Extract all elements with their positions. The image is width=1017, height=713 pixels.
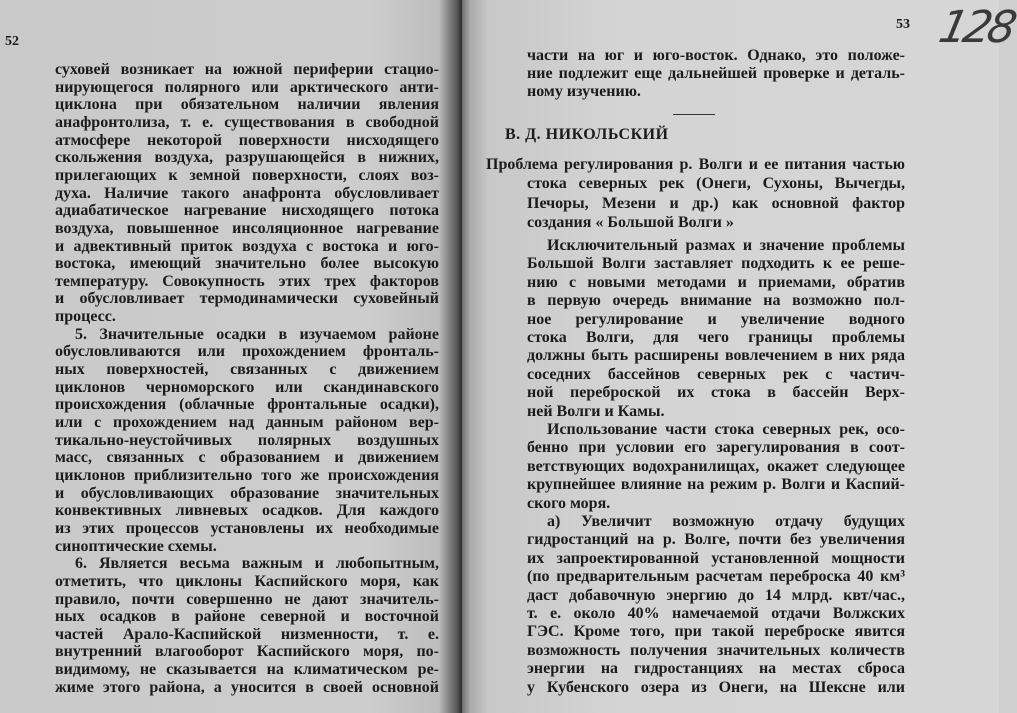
text-line: происхождения (облачные фронтальные осадки), bbox=[55, 396, 439, 414]
text-line: ней Волги и Камы. bbox=[527, 402, 665, 420]
text-line: Исключительный размах и значение проблемы bbox=[547, 237, 905, 254]
text-line: циклонов черноморского или скандинавского bbox=[55, 378, 439, 396]
left-page bbox=[0, 0, 462, 713]
text-line: 6. Является весьма важным и любопытным, bbox=[75, 555, 439, 573]
title-line: стока северных рек (Онеги, Сухоны, Вычегды, bbox=[527, 175, 905, 193]
text-line: и обусловливающих образование значительных bbox=[55, 484, 439, 502]
text-line: внутренний влагооборот Каспийского моря, по- bbox=[55, 643, 439, 661]
text-line: жиме этого района, а уносится в своей основной bbox=[55, 678, 439, 696]
text-line: циклонов приблизительно того же происхождения bbox=[55, 466, 439, 484]
text-line: Использование части стока северных рек, осо- bbox=[547, 421, 905, 438]
text-line: нирующегося полярного или арктического анти- bbox=[55, 78, 439, 96]
text-line: процесс. bbox=[55, 308, 116, 326]
text-line: конвективных ливневых осадков. Для каждого bbox=[55, 502, 439, 520]
text-line: бенно при условии его зарегулирования в соот- bbox=[527, 439, 905, 457]
page-number-right: 53 bbox=[896, 17, 910, 32]
section-divider bbox=[673, 114, 715, 115]
title-line: Печоры, Мезени и др.) как основной фактор bbox=[527, 194, 905, 212]
text-line: должны быть расширены вовлечением в них ряда bbox=[527, 347, 905, 365]
text-line: соседних бассейнов северных рек с частич- bbox=[527, 365, 905, 383]
text-line: ние подлежит еще дальнейшей проверке и деталь- bbox=[527, 65, 905, 82]
text-line: циклона при обязательном наличии явления bbox=[55, 96, 439, 114]
text-line: востока, имеющий значительно более высокую bbox=[55, 255, 439, 273]
text-line: Большой Волги заставляет подходить к ее реше- bbox=[527, 255, 905, 273]
text-line: видимому, не сказывается на климатическом ре- bbox=[55, 661, 439, 679]
text-line: стока Волги, для чего границы проблемы bbox=[527, 329, 905, 346]
title-line: Проблема регулирования р. Волги и ее питания частью bbox=[486, 156, 905, 173]
text-line: тикально-неустойчивых полярных воздушных bbox=[55, 431, 439, 449]
text-line: даст добавочную энергию до 14 млрд. квт/час., bbox=[527, 586, 905, 604]
text-line: энергии на гидростанциях на местах сброса bbox=[527, 660, 905, 678]
text-line: из этих процессов установлены их необходимые bbox=[55, 519, 439, 537]
text-line: ского моря. bbox=[527, 494, 611, 512]
text-line: температуру. Совокупность этих трех факторов bbox=[55, 272, 439, 290]
text-line: адиабатическое нагревание нисходящего потока bbox=[55, 202, 439, 220]
text-line: гидростанций на р. Волге, почти без увеличения bbox=[527, 531, 905, 549]
text-line: анафронтолиза, т. е. существования в свободной bbox=[55, 113, 439, 131]
text-line: 5. Значительные осадки в изучаемом районе bbox=[75, 325, 439, 343]
title-line: создания « Большой Волги » bbox=[527, 213, 734, 231]
text-line: ных осадков в районе северной и восточной bbox=[55, 608, 439, 626]
text-line: их запроектированной установленной мощности bbox=[527, 549, 905, 567]
text-line: прилегающих к земной поверхности, слоях воз- bbox=[55, 166, 439, 184]
text-line: у Кубенского озера из Онеги, на Шексне или bbox=[527, 678, 905, 696]
text-line: (по предварительным расчетам переброска 40 км³ bbox=[527, 568, 905, 586]
text-line: обусловливаются или прохождением фронталь- bbox=[55, 343, 439, 361]
text-line: ветствующих водохранилищах, окажет следующее bbox=[527, 457, 905, 475]
article-author: В. Д. НИКОЛЬСКИЙ bbox=[505, 126, 669, 143]
text-line: духа. Наличие такого анафронта обусловливает bbox=[55, 184, 439, 202]
text-line: и обусловливает термодинамически суховейный bbox=[55, 290, 439, 308]
text-line: ной переброской их стока в бассейн Верх- bbox=[527, 384, 905, 402]
text-line: скольжения воздуха, разрушающейся в нижних, bbox=[55, 149, 439, 167]
text-line: части на юг и юго-восток. Однако, это положе- bbox=[527, 47, 905, 64]
text-line: в первую очередь внимание на возможно пол- bbox=[527, 292, 905, 310]
text-line: отметить, что циклоны Каспийского моря, как bbox=[55, 572, 439, 590]
text-line: суховей возникает на южной периферии стацио- bbox=[55, 61, 439, 78]
text-line: ное регулирование и увеличение водного bbox=[527, 310, 905, 328]
text-line: или с прохождением над данным районом вер- bbox=[55, 414, 439, 431]
text-line: возможность получения значительных количеств bbox=[527, 641, 905, 659]
text-line: синоптические схемы. bbox=[55, 537, 217, 555]
text-line: воздуха, повышенное инсоляционное нагревание bbox=[55, 219, 439, 237]
text-line: нию с новыми методами и приемами, обратив bbox=[527, 273, 905, 291]
text-line: ГЭС. Кроме того, при такой переброске явится bbox=[527, 623, 905, 641]
text-line: а) Увеличит возможную отдачу будущих bbox=[547, 513, 905, 530]
text-line: правило, почти совершенно не дают значитель- bbox=[55, 590, 439, 608]
handwritten-page-number: 128 bbox=[934, 2, 1017, 53]
text-line: ных поверхностей, связанных с движением bbox=[55, 361, 439, 379]
text-line: ному изучению. bbox=[527, 83, 641, 100]
text-line: т. е. около 40% намечаемой отдачи Волжских bbox=[527, 605, 905, 622]
text-line: крупнейшее влияние на режим р. Волги и Каспий- bbox=[527, 476, 905, 494]
text-line: атмосфере некоторой поверхности нисходящего bbox=[55, 131, 439, 149]
text-line: частей Арало-Каспийской низменности, т. е. bbox=[55, 625, 439, 643]
text-line: масс, связанных с образованием и движением bbox=[55, 449, 439, 467]
text-line: и адвективный приток воздуха с востока и юго- bbox=[55, 237, 439, 255]
page-number-left: 52 bbox=[5, 34, 19, 49]
